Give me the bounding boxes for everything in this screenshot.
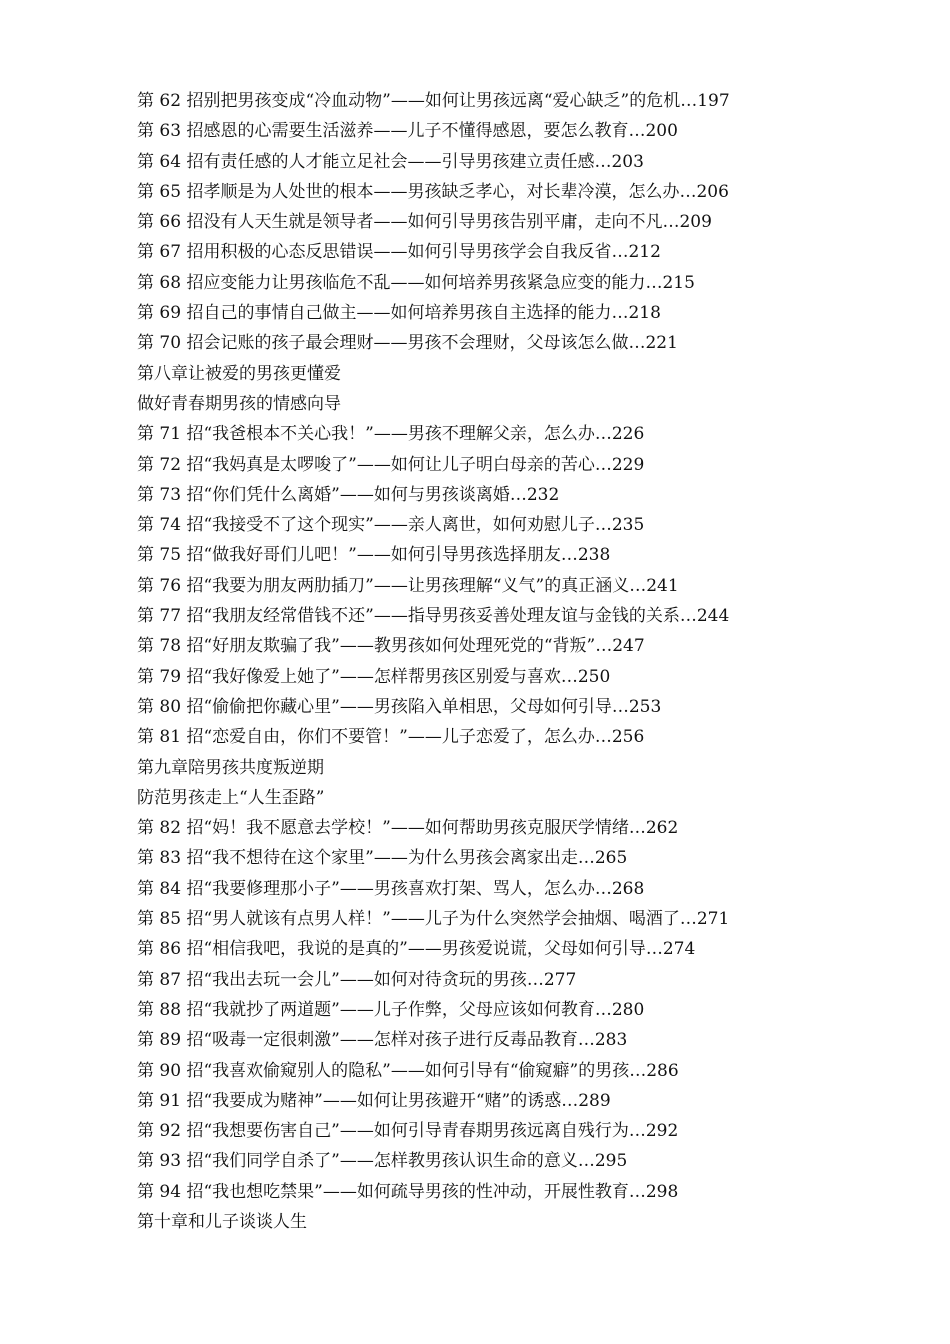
chapter-heading: 第八章让被爱的男孩更懂爱: [137, 363, 341, 384]
toc-line: 第 71 招“我爸根本不关心我！”——男孩不理解父亲，怎么办…226: [137, 424, 645, 445]
toc-line: 第 67 招用积极的心态反思错误——如何引导男孩学会自我反省…212: [137, 242, 661, 263]
toc-line: 第 81 招“恋爱自由，你们不要管！”——儿子恋爱了，怎么办…256: [137, 727, 645, 748]
toc-line: 第 72 招“我妈真是太啰唆了”——如何让儿子明白母亲的苦心…229: [137, 454, 645, 475]
table-of-contents: [137, 86, 917, 1237]
toc-line: 第 85 招“男人就该有点男人样！”——儿子为什么突然学会抽烟、喝酒了…271: [137, 909, 730, 930]
toc-line: 第 87 招“我出去玩一会儿”——如何对待贪玩的男孩…277: [137, 969, 577, 990]
toc-line: 第 94 招“我也想吃禁果”——如何疏导男孩的性冲动，开展性教育…298: [137, 1181, 679, 1202]
toc-line: 第 64 招有责任感的人才能立足社会——引导男孩建立责任感…203: [137, 151, 644, 172]
toc-line: 第 86 招“相信我吧，我说的是真的”——男孩爱说谎，父母如何引导…274: [137, 939, 696, 960]
toc-line: 第 74 招“我接受不了这个现实”——亲人离世，如何劝慰儿子…235: [137, 515, 645, 536]
chapter-heading: 第九章陪男孩共度叛逆期: [137, 757, 324, 778]
toc-line: 第 62 招别把男孩变成“冷血动物”——如何让男孩远离“爱心缺乏”的危机…197: [137, 91, 730, 111]
toc-line: 第 73 招“你们凭什么离婚”——如何与男孩谈离婚…232: [137, 484, 560, 505]
toc-line: 第 91 招“我要成为赌神”——如何让男孩避开“赌”的诱惑…289: [137, 1090, 611, 1111]
toc-line: 第 88 招“我就抄了两道题”——儿子作弊，父母应该如何教育…280: [137, 999, 645, 1020]
toc-line: 第 70 招会记账的孩子最会理财——男孩不会理财，父母该怎么做…221: [137, 333, 678, 354]
toc-line: 第 63 招感恩的心需要生活滋养——儿子不懂得感恩，要怎么教育…200: [137, 121, 678, 142]
toc-line: 第 65 招孝顺是为人处世的根本——男孩缺乏孝心，对长辈冷漠，怎么办…206: [137, 181, 729, 202]
toc-line: 第 93 招“我们同学自杀了”——怎样教男孩认识生命的意义…295: [137, 1151, 628, 1172]
toc-line: 第 83 招“我不想待在这个家里”——为什么男孩会离家出走…265: [137, 848, 628, 869]
chapter-heading: 第十章和儿子谈谈人生: [137, 1211, 307, 1232]
toc-line: 第 69 招自己的事情自己做主——如何培养男孩自主选择的能力…218: [137, 303, 661, 324]
toc-line: 第 92 招“我想要伤害自己”——如何引导青春期男孩远离自残行为…292: [137, 1121, 679, 1142]
chapter-subheading: 防范男孩走上“人生歪路”: [137, 787, 325, 808]
toc-line: 第 90 招“我喜欢偷窥别人的隐私”——如何引导有“偷窥癖”的男孩…286: [137, 1060, 679, 1081]
toc-line: 第 68 招应变能力让男孩临危不乱——如何培养男孩紧急应变的能力…215: [137, 272, 695, 293]
chapter-subheading: 做好青春期男孩的情感向导: [137, 393, 341, 414]
toc-line: 第 80 招“偷偷把你藏心里”——男孩陷入单相思，父母如何引导…253: [137, 696, 662, 717]
toc-line: 第 89 招“吸毒一定很刺激”——怎样对孩子进行反毒品教育…283: [137, 1030, 628, 1051]
toc-line: 第 84 招“我要修理那小子”——男孩喜欢打架、骂人，怎么办…268: [137, 878, 645, 899]
toc-line: 第 82 招“妈！我不愿意去学校！”——如何帮助男孩克服厌学情绪…262: [137, 818, 679, 839]
toc-line: 第 75 招“做我好哥们儿吧！”——如何引导男孩选择朋友…238: [137, 545, 611, 566]
toc-line: 第 77 招“我朋友经常借钱不还”——指导男孩妥善处理友谊与金钱的关系…244: [137, 606, 730, 627]
toc-line: 第 76 招“我要为朋友两肋插刀”——让男孩理解“义气”的真正涵义…241: [137, 575, 679, 596]
toc-line: 第 66 招没有人天生就是领导者——如何引导男孩告别平庸，走向不凡…209: [137, 212, 712, 233]
toc-line: 第 79 招“我好像爱上她了”——怎样帮男孩区别爱与喜欢…250: [137, 666, 611, 687]
toc-line: 第 78 招“好朋友欺骗了我”——教男孩如何处理死党的“背叛”…247: [137, 636, 645, 657]
